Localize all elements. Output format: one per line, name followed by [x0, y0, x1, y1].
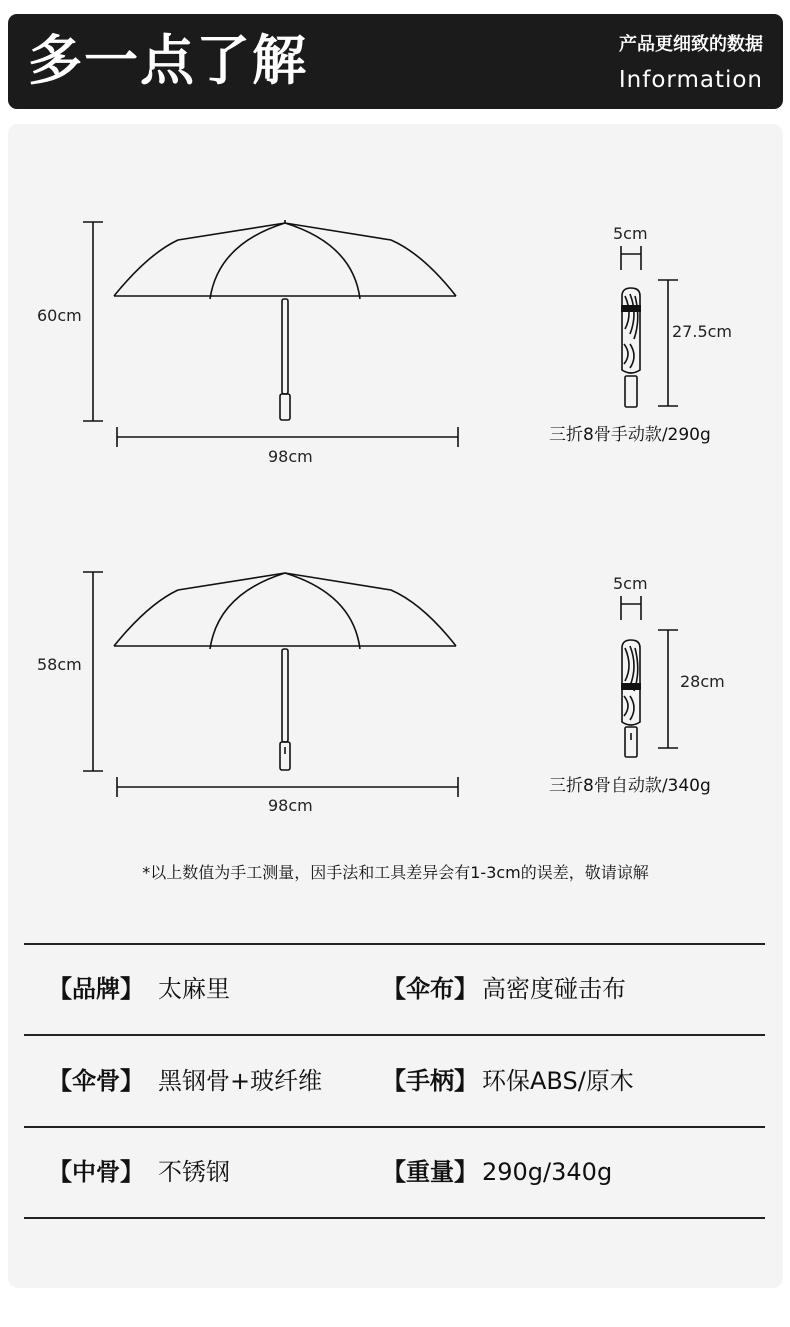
spec-value: 高密度碰击布	[482, 975, 626, 1003]
spec-ribs	[48, 1066, 322, 1096]
spec-fabric	[382, 974, 626, 1004]
auto-height-dimension-icon	[83, 572, 103, 771]
auto-height-label: 58cm	[37, 655, 82, 674]
manual-diameter-label: 5cm	[613, 224, 648, 243]
manual-umbrella-open-icon	[114, 220, 456, 420]
info-panel	[8, 124, 783, 1288]
manual-model-label: 三折8骨手动款/290g	[549, 425, 711, 445]
auto-width-label: 98cm	[268, 796, 313, 815]
header-banner	[8, 14, 783, 109]
auto-length-label: 28cm	[680, 672, 725, 691]
header-english: Information	[618, 67, 763, 93]
umbrella-diagram	[8, 124, 783, 844]
auto-folded-umbrella-icon	[621, 596, 678, 757]
auto-diameter-label: 5cm	[613, 574, 648, 593]
manual-width-label: 98cm	[268, 447, 313, 466]
manual-height-dimension-icon	[83, 222, 103, 421]
spec-value: 黑钢骨+玻纤维	[158, 1067, 323, 1095]
header-subtitle: 产品更细致的数据	[619, 34, 763, 55]
spec-divider	[24, 1126, 765, 1128]
manual-folded-umbrella-icon	[621, 246, 678, 407]
page-title: 多一点了解	[28, 29, 308, 92]
spec-key: 【重量】	[382, 1158, 478, 1186]
spec-divider	[24, 1217, 765, 1219]
spec-value: 太麻里	[158, 975, 230, 1003]
spec-key: 【伞布】	[382, 975, 478, 1003]
auto-folded-band	[621, 683, 641, 690]
auto-width-dimension-icon	[117, 777, 458, 797]
spec-value: 290g/340g	[482, 1158, 613, 1186]
manual-width-dimension-icon	[117, 427, 458, 447]
spec-key: 【伞骨】	[48, 1067, 144, 1095]
manual-length-label: 27.5cm	[672, 322, 733, 341]
spec-value: 环保ABS/原木	[482, 1067, 634, 1095]
manual-folded-band	[621, 305, 641, 312]
spec-shaft	[48, 1157, 230, 1187]
spec-weight	[382, 1157, 612, 1187]
spec-key: 【手柄】	[382, 1067, 478, 1095]
spec-brand	[48, 974, 230, 1004]
spec-handle	[382, 1066, 634, 1096]
measurement-note: *以上数值为手工测量，因手法和工具差异会有1-3cm的误差，敬请谅解	[142, 863, 649, 882]
spec-divider	[24, 943, 765, 945]
spec-value: 不锈钢	[158, 1158, 230, 1186]
auto-umbrella-open-icon	[114, 573, 456, 770]
spec-key: 【品牌】	[48, 975, 144, 1003]
spec-divider	[24, 1034, 765, 1036]
manual-height-label: 60cm	[37, 306, 82, 325]
auto-model-label: 三折8骨自动款/340g	[549, 776, 711, 796]
spec-key: 【中骨】	[48, 1158, 144, 1186]
